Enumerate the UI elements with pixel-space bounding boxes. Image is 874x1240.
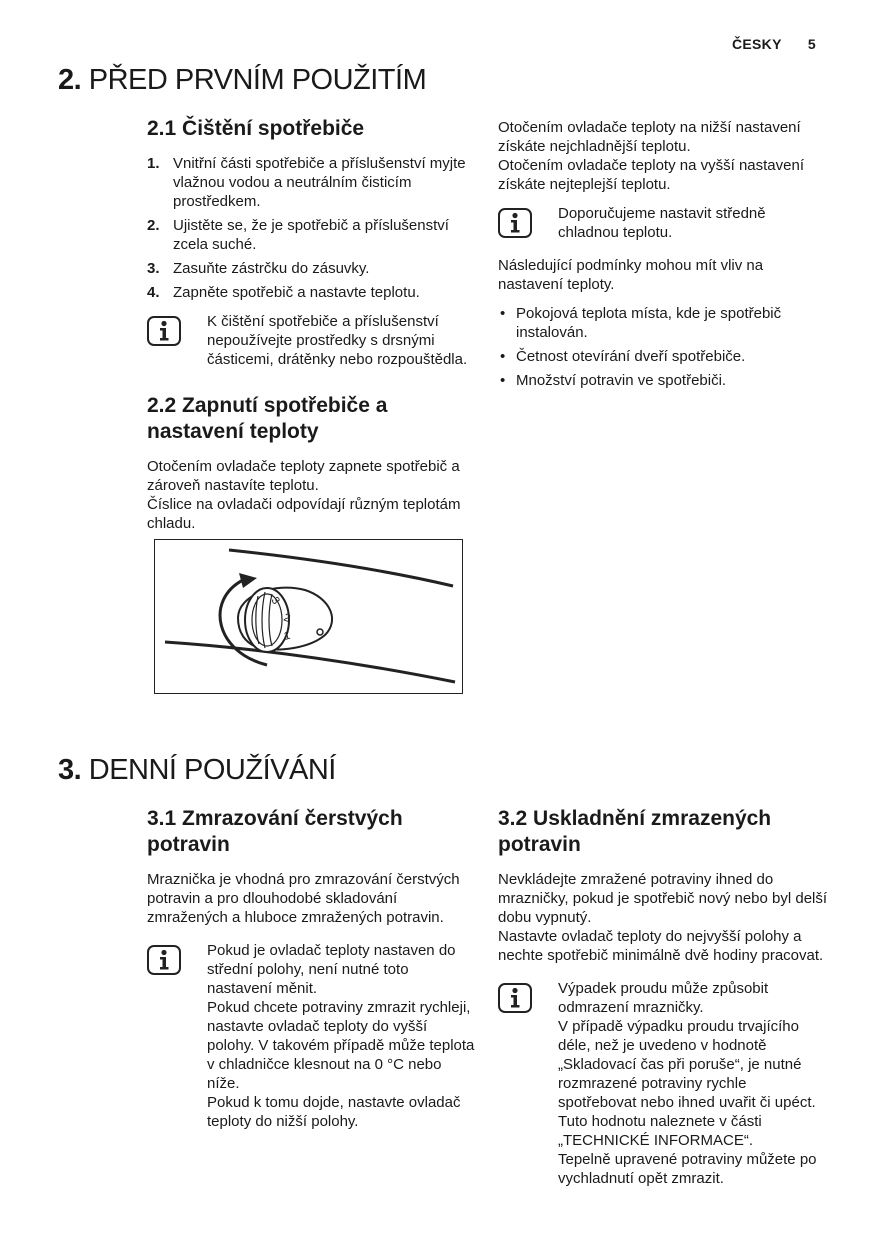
list-item: • Pokojová teplota místa, kde je spotřebič instalován. [498, 304, 828, 342]
info-icon [147, 945, 181, 975]
paragraph: Otočením ovladače teploty zapnete spotřebič a zároveň nastavíte teplotu. [147, 458, 460, 494]
step-number: 1. [147, 155, 160, 172]
list-item [147, 216, 477, 254]
info-note-recommended [498, 204, 828, 242]
step-text: Zapněte spotřebič a nastavte teplotu. [173, 284, 420, 301]
section-3-2 [498, 806, 828, 1202]
section-2-2-heading [147, 393, 477, 445]
info-note-power-outage [498, 979, 828, 1188]
info-text: Tepelně upravené potraviny můžete po vychladnutí opět zmrazit. [558, 1151, 817, 1187]
paragraph: Otočením ovladače teploty na vyšší nastavení získáte nejteplejší teplotu. [498, 157, 804, 193]
section-3-2-heading [498, 806, 828, 858]
info-note-freezing [147, 941, 477, 1131]
section-2-1-number: 2.1 [147, 117, 177, 140]
right-column-top [498, 118, 828, 395]
section-2-1-title: Čištění spotřebiče [182, 117, 365, 140]
chapter-2-heading [58, 64, 426, 97]
step-number: 3. [147, 260, 160, 277]
section-3-1-heading [147, 806, 477, 858]
page-number: 5 [807, 36, 816, 52]
info-text: Pokud je ovladač teploty nastaven do střední polohy, není nutné toto nastavení měnit. [207, 942, 456, 997]
paragraph: Mraznička je vhodná pro zmrazování čerstvých potravin a pro dlouhodobé skladování zmražených a hluboce zmražených potravin. [147, 871, 460, 926]
info-icon [498, 983, 532, 1013]
paragraph: Otočením ovladače teploty na nižší nastavení získáte nejchladnější teplotu. [498, 119, 801, 155]
list-item: • Četnost otevírání dveří spotřebiče. [498, 347, 828, 366]
info-icon [498, 208, 532, 238]
dial-label-3: 3 [268, 594, 282, 607]
step-text: Vnitřní části spotřebiče a příslušenství myjte vlažnou vodou a neutrálním čisticím prostředkem. [173, 155, 466, 210]
chapter-3-heading [58, 754, 336, 787]
language-label: ČESKY [731, 36, 782, 52]
list-item [147, 259, 477, 278]
cleaning-steps [147, 154, 477, 302]
list-item [147, 154, 477, 211]
list-item: • Množství potravin ve spotřebiči. [498, 371, 828, 390]
chapter-2-number: 2. [58, 64, 82, 96]
step-text: Zasuňte zástrčku do zásuvky. [173, 260, 370, 277]
conditions-list [498, 304, 828, 390]
paragraph: Následující podmínky mohou mít vliv na nastavení teploty. [498, 257, 764, 293]
info-text: Výpadek proudu může způsobit odmrazení mrazničky. [558, 980, 769, 1016]
section-3-2-title: Uskladnění zmrazených potravin [498, 807, 772, 856]
section-2-2-title: Zapnutí spotřebiče a nastavení teploty [147, 394, 388, 443]
section-2-2-number: 2.2 [147, 394, 177, 417]
step-number: 4. [147, 284, 160, 301]
paragraph: Číslice na ovladači odpovídají různým teplotám chladu. [147, 496, 461, 532]
info-text: V případě výpadku proudu trvajícího déle, než je uvedeno v hodnotě „Skladovací čas při poruše“, je nutné rozmrazené potraviny rychle spotřebovat nebo ihned uvařit či upéct. Tuto hodnotu naleznete v části „TECHNICKÉ INFORMACE“. [558, 1018, 816, 1149]
step-number: 2. [147, 217, 160, 234]
info-text: Doporučujeme nastavit středně chladnou teplotu. [558, 205, 766, 241]
left-column-top [147, 116, 477, 533]
section-3-1 [147, 806, 477, 1145]
step-text: Ujistěte se, že je spotřebič a příslušenství zcela suché. [173, 217, 449, 253]
info-note-cleaning [147, 312, 477, 369]
chapter-3-number: 3. [58, 754, 82, 786]
dial-label-2: 2 [281, 611, 292, 625]
dial-drawing [155, 540, 461, 692]
paragraph: Nastavte ovladač teploty do nejvyšší polohy a nechte spotřebič minimálně dvě hodiny pracovat. [498, 928, 824, 964]
chapter-2-title: PŘED PRVNÍM POUŽITÍM [88, 64, 427, 96]
paragraph: Nevkládejte zmražené potraviny ihned do mrazničky, pokud je spotřebič nový nebo byl delší dobu vypnutý. [498, 871, 828, 926]
info-text: K čištění spotřebiče a příslušenství nepoužívejte prostředky s drsnými částicemi, drátěnky nebo rozpouštědla. [207, 313, 468, 368]
dial-label-1: 1 [282, 629, 292, 643]
section-3-2-number: 3.2 [498, 807, 528, 830]
page-header [732, 36, 816, 52]
info-text: Pokud chcete potraviny zmrazit rychleji, nastavte ovladač teploty do vyšší polohy. V takovém případě může teplota v chladničce klesnout na 0 °C nebo níže. [207, 999, 475, 1092]
temperature-dial-illustration [154, 539, 463, 694]
info-text: Pokud k tomu dojde, nastavte ovladač teploty do nižší polohy. [207, 1094, 461, 1130]
section-3-1-title: Zmrazování čerstvých potravin [147, 807, 403, 856]
info-icon [147, 316, 181, 346]
section-2-1-heading [147, 116, 477, 142]
section-3-1-number: 3.1 [147, 807, 177, 830]
chapter-3-title: DENNÍ POUŽÍVÁNÍ [88, 754, 336, 786]
list-item [147, 283, 477, 302]
